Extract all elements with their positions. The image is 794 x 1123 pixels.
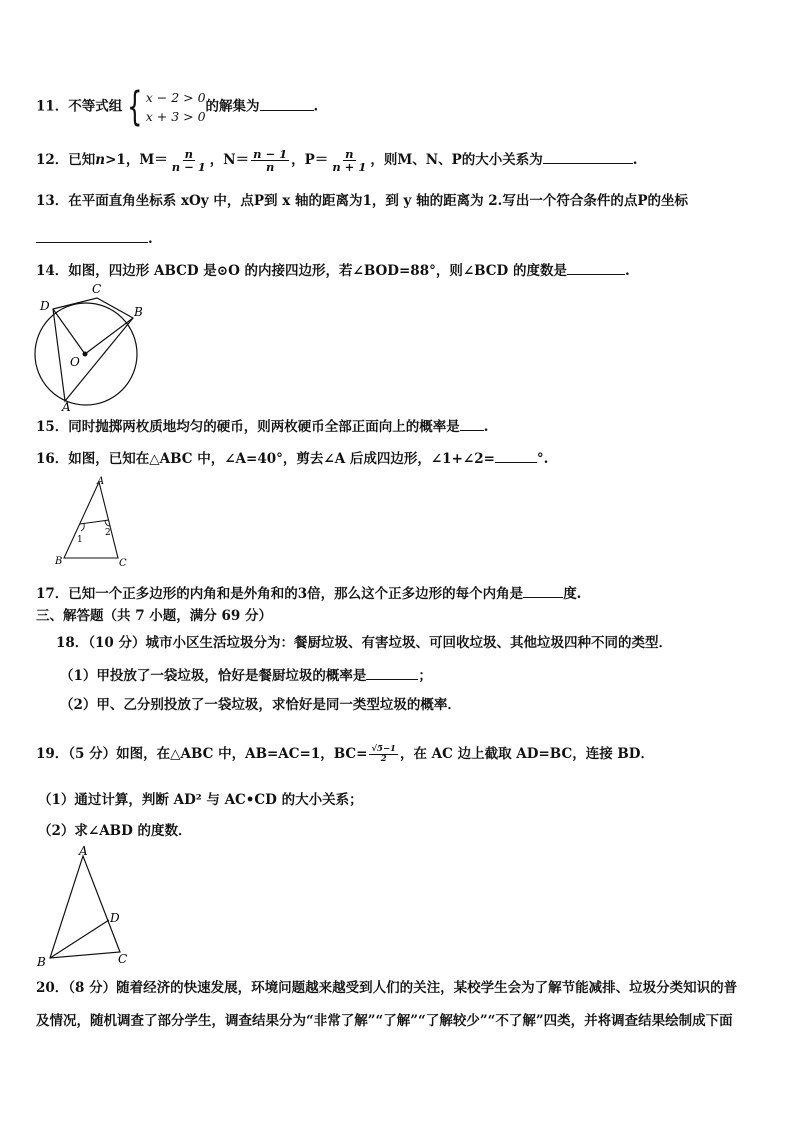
label-a: A xyxy=(97,476,105,487)
fraction-n: $\frac{n - 1}{n}$ xyxy=(253,147,288,174)
label-angle-1: 1 xyxy=(77,535,83,545)
inequality-system xyxy=(122,84,206,130)
q20-line1: 20．（8 分）随着经济的快速发展，环境问题越来越受到人们的关注，某校学生会为了解节能减排、垃圾分类知识的普 xyxy=(36,980,738,996)
answer-blank xyxy=(567,260,625,275)
q15-line: 15．同时抛掷两枚质地均匀的硬币，则两枚硬币全部正面向上的概率是 . xyxy=(36,416,489,436)
triangle-cut-figure xyxy=(52,476,136,568)
label-c: C xyxy=(118,952,128,966)
q18-stem: 18．（10 分）城市小区生活垃圾分为：餐厨垃圾、有害垃圾、可回收垃圾、其他垃圾四种不同的类型． xyxy=(56,635,673,651)
label-a: A xyxy=(79,846,88,858)
q17-line: 17．已知一个正多边形的内角和是外角和的3倍，那么这个正多边形的每个内角是 度. xyxy=(36,583,581,603)
label-c: C xyxy=(119,558,127,568)
fraction-m: $\frac{n}{n - 1}$ xyxy=(171,147,206,174)
q13-answer-line: . xyxy=(36,228,153,248)
circle-quadrilateral-figure xyxy=(32,280,148,412)
q13-line: 13．在平面直角坐标系 xOy 中，点P到 x 轴的距离为1，到 y 轴的距离为 2.写出一个符合条件的点P的坐标 xyxy=(36,193,689,209)
q20-line2: 及情况，随机调查了部分学生，调查结果分为“非常了解”“了解”“了解较少”“不了解”四类，并将调查结果绘制成下面 xyxy=(36,1013,733,1029)
q19-stem: 19．（5 分）如图，在△ABC 中，AB=AC=1，BC= $\frac{√5-1}{2}$ ，在 AC 边上截取 AD=BC，连接 BD． xyxy=(36,744,655,764)
label-b: B xyxy=(55,556,63,567)
answer-blank xyxy=(460,416,484,431)
label-b: B xyxy=(37,955,46,969)
triangle-abc xyxy=(50,856,120,958)
section-title: 三、解答题（共 7 小题，满分 69 分） xyxy=(36,608,272,624)
q18-part2: （2）甲、乙分别投放了一袋垃圾，求恰好是同一类型垃圾的概率． xyxy=(60,697,461,713)
inequality-1: x − 2 > 0 xyxy=(145,90,206,105)
q12-line: 12．已知n>1，M＝ $\frac{n}{n - 1}$ ，N＝ $\frac{n - 1}{n}$ ，P＝ $\frac{n}{n + 1}$ ，则M、N、P的大小关系为 . xyxy=(36,147,638,174)
fraction-bc: $\frac{√5-1}{2}$ xyxy=(371,744,396,764)
inequality-2: x + 3 > 0 xyxy=(145,109,206,124)
label-d: D xyxy=(110,911,120,925)
segment-bd xyxy=(50,920,109,958)
answer-blank xyxy=(495,448,537,463)
segment-ob xyxy=(85,318,133,354)
answer-blank xyxy=(366,665,418,680)
triangle-abd-figure xyxy=(36,846,132,970)
center-point xyxy=(83,352,88,357)
answer-blank xyxy=(36,228,148,243)
fraction-p: $\frac{n}{n + 1}$ xyxy=(332,147,367,174)
label-angle-2: 2 xyxy=(105,528,111,538)
q14-line: 14．如图，四边形 ABCD 是⊙O 的内接四边形，若∠BOD=88°，则∠BCD 的度数是 . xyxy=(36,260,630,280)
label-c: C xyxy=(92,282,102,296)
cut-line xyxy=(80,520,109,524)
left-brace-icon: { xyxy=(127,84,143,130)
label-o: O xyxy=(70,355,80,369)
answer-blank xyxy=(523,583,563,598)
quadrilateral-abcd xyxy=(53,298,133,401)
answer-blank xyxy=(260,96,314,111)
q16-line: 16．如图，已知在△ABC 中，∠A=40°，剪去∠A 后成四边形，∠1+∠2= °. xyxy=(36,448,548,468)
q18-part1: （1）甲投放了一袋垃圾，恰好是餐厨垃圾的概率是 ； xyxy=(60,665,432,685)
label-a: A xyxy=(62,400,71,412)
q11-line: 11．不等式组 { x − 2 > 0 x + 3 > 0 的解集为 . xyxy=(36,84,319,130)
angle-1-arc xyxy=(81,524,84,531)
triangle-abc xyxy=(64,482,118,558)
label-d: D xyxy=(40,299,50,313)
q19-part1: （1）通过计算，判断 AD² 与 AC•CD 的大小关系； xyxy=(38,792,363,808)
label-b: B xyxy=(134,305,143,319)
q19-part2: （2）求∠ABD 的度数． xyxy=(38,823,192,839)
answer-blank xyxy=(543,149,633,164)
